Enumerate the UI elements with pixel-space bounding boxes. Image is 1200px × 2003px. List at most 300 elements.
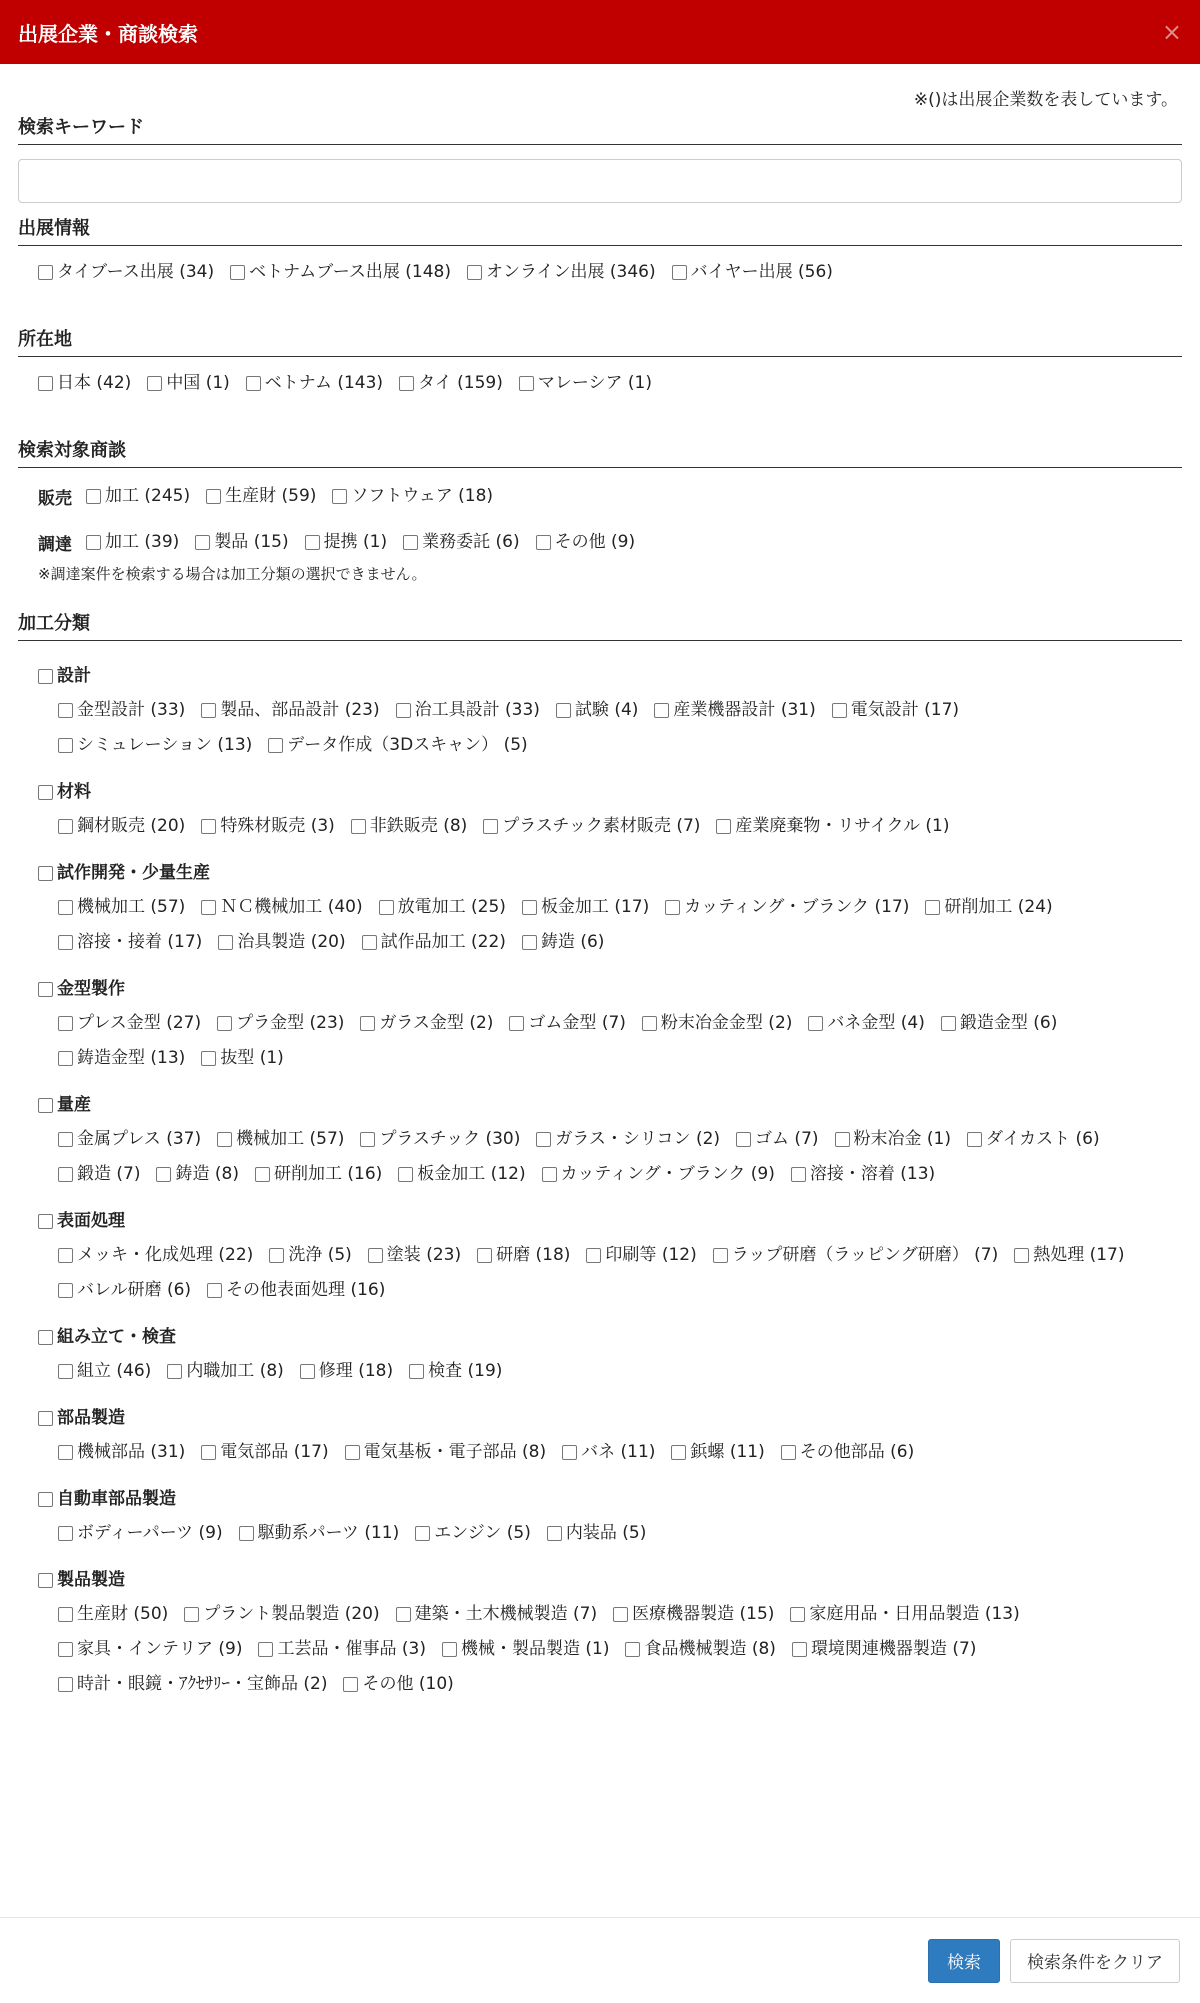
category-name: 組み立て・検査	[57, 1327, 176, 1347]
category-item-label: プレス金型 (27)	[77, 1013, 202, 1033]
sales-option[interactable]: 加工 (245)	[86, 478, 190, 514]
category-item-label: その他表面処理 (16)	[226, 1280, 386, 1300]
category-header[interactable]	[18, 1320, 1182, 1354]
checkbox[interactable]	[201, 1051, 216, 1066]
category-item[interactable]	[255, 1157, 382, 1192]
category-item-label: 食品機械製造 (8)	[644, 1639, 776, 1659]
checkbox[interactable]	[483, 819, 498, 834]
search-button[interactable]: 検索	[928, 1939, 1000, 1983]
checkbox[interactable]	[368, 1248, 383, 1263]
category-header[interactable]	[18, 1401, 1182, 1435]
checkbox[interactable]	[38, 376, 53, 391]
category-item[interactable]	[547, 1516, 646, 1551]
checkbox[interactable]	[147, 376, 162, 391]
category-header[interactable]	[18, 1088, 1182, 1122]
category-items	[18, 1006, 1182, 1076]
checkbox[interactable]	[522, 900, 537, 915]
checkbox[interactable]	[86, 535, 101, 550]
category-item[interactable]	[556, 693, 638, 728]
location-option[interactable]: ベトナム (143)	[246, 365, 383, 401]
checkbox[interactable]	[201, 1445, 216, 1460]
category-item[interactable]	[613, 1597, 774, 1632]
checkbox[interactable]	[536, 1132, 551, 1147]
checkbox[interactable]	[201, 900, 216, 915]
category-item[interactable]	[368, 1238, 461, 1273]
category-header[interactable]	[18, 775, 1182, 809]
category-item[interactable]	[58, 1006, 201, 1041]
category-name: 設計	[57, 666, 91, 686]
category-item-label: 治具製造 (20)	[237, 932, 346, 952]
category-item[interactable]	[201, 809, 334, 844]
checkbox[interactable]	[967, 1132, 982, 1147]
checkbox[interactable]	[255, 1167, 270, 1182]
close-icon[interactable]: ×	[1161, 18, 1182, 46]
checkbox[interactable]	[477, 1248, 492, 1263]
procure-option[interactable]: 加工 (39)	[86, 524, 179, 560]
procure-note: ※調達案件を検索する場合は加工分類の選択できません。	[38, 565, 427, 583]
category-item-label: 研削加工 (24)	[944, 897, 1053, 917]
category-item-label: 電気部品 (17)	[220, 1442, 329, 1462]
checkbox[interactable]	[38, 785, 53, 800]
checkbox[interactable]	[360, 1016, 375, 1031]
checkbox[interactable]	[547, 1526, 562, 1541]
checkbox[interactable]	[665, 900, 680, 915]
category-item[interactable]	[58, 1122, 201, 1157]
category-item-label: 印刷等 (12)	[605, 1245, 697, 1265]
category-item-label: 電気設計 (17)	[850, 700, 960, 720]
category-item-label: 試験 (4)	[574, 700, 639, 720]
category-name: 金型製作	[57, 979, 125, 999]
category-item[interactable]	[58, 728, 252, 763]
category-item-label: 製品、部品設計 (23)	[220, 700, 380, 720]
category-item-label: カッティング・ブランク (9)	[560, 1164, 775, 1184]
checkbox[interactable]	[38, 1573, 53, 1588]
category-item[interactable]	[442, 1632, 609, 1667]
checkbox[interactable]	[58, 1607, 73, 1622]
checkbox[interactable]	[86, 489, 101, 504]
category-item-label: 洗浄 (5)	[288, 1245, 352, 1265]
checkbox[interactable]	[509, 1016, 524, 1031]
category-item[interactable]	[477, 1238, 570, 1273]
category-item-label: 鋼材販売 (20)	[77, 816, 186, 836]
checkbox[interactable]	[654, 703, 669, 718]
category-item[interactable]	[207, 1273, 385, 1308]
category-item[interactable]	[167, 1354, 283, 1389]
checkbox[interactable]	[58, 1677, 73, 1692]
category-item[interactable]	[58, 693, 185, 728]
procure-label: 調達	[38, 534, 72, 555]
checkbox[interactable]	[642, 1016, 657, 1031]
category-item[interactable]	[835, 1122, 951, 1157]
category-item[interactable]	[345, 1435, 546, 1470]
category-item-label: 修理 (18)	[318, 1361, 394, 1381]
category-item[interactable]	[58, 1354, 151, 1389]
checkbox[interactable]	[38, 982, 53, 997]
checkbox[interactable]	[38, 669, 53, 684]
checkbox[interactable]	[351, 819, 366, 834]
checkbox[interactable]	[167, 1364, 182, 1379]
category-item-label: 産業機器設計 (31)	[673, 700, 816, 720]
category-item-label: 時計・眼鏡・ｱｸｾｻﾘｰ・宝飾品 (2)	[77, 1674, 328, 1694]
checkbox[interactable]	[58, 1016, 73, 1031]
category-item-label: 工芸品・催事品 (3)	[277, 1639, 426, 1659]
count-note: ※()は出展企業数を表しています。	[913, 90, 1178, 110]
category-item-label: 研磨 (18)	[496, 1245, 571, 1265]
category-item[interactable]	[58, 1597, 168, 1632]
checkbox[interactable]	[38, 1330, 53, 1345]
category-item[interactable]	[156, 1157, 238, 1192]
category-item[interactable]	[483, 809, 700, 844]
procure-option[interactable]: 業務委託 (6)	[403, 524, 519, 560]
category-group	[18, 659, 1182, 763]
checkbox[interactable]	[246, 376, 261, 391]
category-item[interactable]	[654, 693, 815, 728]
category-item-label: 鋳造金型 (13)	[77, 1048, 186, 1068]
exhibit-section-title: 出展情報	[18, 217, 1182, 246]
category-item-label: 環境関連機器製造 (7)	[810, 1639, 977, 1659]
category-item[interactable]	[832, 693, 959, 728]
checkbox[interactable]	[58, 1364, 73, 1379]
category-item[interactable]	[396, 1597, 597, 1632]
category-item[interactable]	[184, 1597, 379, 1632]
category-group	[18, 1204, 1182, 1308]
target-section-title: 検索対象商談	[18, 439, 1182, 468]
checkbox[interactable]	[925, 900, 940, 915]
checkbox[interactable]	[58, 900, 73, 915]
category-item[interactable]	[536, 1122, 720, 1157]
checkbox[interactable]	[258, 1642, 273, 1657]
checkbox[interactable]	[269, 1248, 284, 1263]
category-header[interactable]	[18, 1204, 1182, 1238]
checkbox[interactable]	[941, 1016, 956, 1031]
checkbox[interactable]	[58, 1283, 73, 1298]
category-item[interactable]	[362, 925, 506, 960]
category-item-label: 熱処理 (17)	[1033, 1245, 1125, 1265]
category-item-label: 機械・製品製造 (1)	[460, 1639, 610, 1659]
sales-row	[18, 478, 1182, 514]
checkbox[interactable]	[409, 1364, 424, 1379]
exhibit-options	[18, 254, 1182, 290]
category-item[interactable]	[781, 1435, 914, 1470]
category-item-label: メッキ・化成処理 (22)	[77, 1245, 254, 1265]
processing-categories	[18, 659, 1182, 1702]
checkbox[interactable]	[58, 1248, 73, 1263]
checkbox[interactable]	[217, 1132, 232, 1147]
category-item-label: 鋲螺 (11)	[690, 1442, 765, 1462]
category-item[interactable]	[736, 1122, 818, 1157]
category-group	[18, 1482, 1182, 1551]
category-item[interactable]	[941, 1006, 1057, 1041]
category-name: 表面処理	[57, 1211, 125, 1231]
checkbox[interactable]	[736, 1132, 751, 1147]
sales-option[interactable]: 生産財 (59)	[206, 478, 316, 514]
category-item[interactable]	[58, 809, 185, 844]
category-item[interactable]	[258, 1632, 425, 1667]
checkbox[interactable]	[713, 1248, 728, 1263]
procure-option[interactable]: 製品 (15)	[195, 524, 288, 560]
checkbox[interactable]	[792, 1642, 807, 1657]
category-group	[18, 1401, 1182, 1470]
checkbox[interactable]	[156, 1167, 171, 1182]
category-item[interactable]	[790, 1597, 1019, 1632]
category-item[interactable]	[201, 1041, 283, 1076]
checkbox[interactable]	[58, 935, 73, 950]
category-item[interactable]	[58, 1157, 140, 1192]
sales-option[interactable]: ソフトウェア (18)	[332, 478, 493, 514]
category-item[interactable]	[58, 1238, 253, 1273]
category-item-label: その他 (10)	[362, 1674, 454, 1694]
checkbox[interactable]	[58, 1132, 73, 1147]
checkbox[interactable]	[536, 535, 551, 550]
category-item-label: ゴム (7)	[755, 1129, 819, 1149]
category-item-label: ボディーパーツ (9)	[77, 1523, 223, 1543]
category-item[interactable]	[360, 1006, 493, 1041]
category-item[interactable]	[396, 693, 540, 728]
location-option[interactable]: 中国 (1)	[147, 365, 229, 401]
checkbox[interactable]	[832, 703, 847, 718]
checkbox[interactable]	[360, 1132, 375, 1147]
category-item-label: データ作成（3Dスキャン） (5)	[287, 735, 528, 755]
procure-option[interactable]: 提携 (1)	[305, 524, 387, 560]
checkbox[interactable]	[38, 265, 53, 280]
checkbox[interactable]	[1014, 1248, 1029, 1263]
category-item[interactable]	[586, 1238, 696, 1273]
checkbox[interactable]	[613, 1607, 628, 1622]
exhibit-option[interactable]: ベトナムブース出展 (148)	[230, 254, 451, 290]
category-item[interactable]	[522, 925, 604, 960]
category-item[interactable]	[217, 1006, 344, 1041]
category-item[interactable]	[967, 1122, 1100, 1157]
checkbox[interactable]	[791, 1167, 806, 1182]
category-items	[18, 1435, 1182, 1470]
checkbox[interactable]	[808, 1016, 823, 1031]
category-item[interactable]	[217, 1122, 344, 1157]
category-item-label: 駆動系パーツ (11)	[257, 1523, 400, 1543]
checkbox[interactable]	[218, 935, 233, 950]
category-item-label: ダイカスト (6)	[986, 1129, 1100, 1149]
category-items	[18, 1597, 1182, 1702]
category-item-label: 鍛造 (7)	[77, 1164, 141, 1184]
category-header[interactable]	[18, 659, 1182, 693]
checkbox[interactable]	[542, 1167, 557, 1182]
checkbox[interactable]	[379, 900, 394, 915]
checkbox[interactable]	[556, 703, 571, 718]
category-item-label: ラップ研磨（ラッピング研磨） (7)	[731, 1245, 999, 1265]
checkbox[interactable]	[58, 1167, 73, 1182]
category-items	[18, 1122, 1182, 1192]
keyword-section-title: 検索キーワード	[18, 116, 1182, 145]
checkbox[interactable]	[345, 1445, 360, 1460]
category-item-label: プラント製品製造 (20)	[203, 1604, 380, 1624]
category-item[interactable]	[58, 1435, 185, 1470]
checkbox[interactable]	[519, 376, 534, 391]
checkbox[interactable]	[230, 265, 245, 280]
checkbox[interactable]	[58, 738, 73, 753]
category-item[interactable]	[300, 1354, 393, 1389]
category-item-label: 溶接・接着 (17)	[77, 932, 203, 952]
checkbox[interactable]	[625, 1642, 640, 1657]
category-item[interactable]	[792, 1632, 976, 1667]
category-item[interactable]	[58, 1273, 191, 1308]
checkbox[interactable]	[305, 535, 320, 550]
category-item[interactable]	[808, 1006, 924, 1041]
checkbox[interactable]	[58, 703, 73, 718]
location-option[interactable]: 日本 (42)	[38, 365, 131, 401]
category-item[interactable]	[409, 1354, 502, 1389]
checkbox[interactable]	[268, 738, 283, 753]
category-items	[18, 693, 1182, 763]
category-item[interactable]	[925, 890, 1052, 925]
checkbox[interactable]	[38, 866, 53, 881]
category-item[interactable]	[58, 1632, 242, 1667]
category-item-label: 家庭用品・日用品製造 (13)	[809, 1604, 1020, 1624]
category-header[interactable]	[18, 972, 1182, 1006]
location-options	[18, 365, 1182, 401]
checkbox[interactable]	[522, 935, 537, 950]
checkbox[interactable]	[38, 1214, 53, 1229]
checkbox[interactable]	[300, 1364, 315, 1379]
checkbox[interactable]	[201, 819, 216, 834]
category-item-label: 生産財 (50)	[77, 1604, 169, 1624]
checkbox[interactable]	[58, 1642, 73, 1657]
category-item[interactable]	[201, 693, 379, 728]
category-item[interactable]	[713, 1238, 998, 1273]
checkbox[interactable]	[195, 535, 210, 550]
checkbox[interactable]	[58, 819, 73, 834]
category-item[interactable]	[58, 890, 185, 925]
category-item-label: 塗装 (23)	[386, 1245, 462, 1265]
category-items	[18, 1238, 1182, 1308]
modal-footer	[0, 1917, 1200, 2003]
category-item[interactable]	[58, 1667, 327, 1702]
checkbox[interactable]	[562, 1445, 577, 1460]
checkbox[interactable]	[672, 265, 687, 280]
category-item[interactable]	[642, 1006, 792, 1041]
category-header[interactable]	[18, 1563, 1182, 1597]
checkbox[interactable]	[58, 1051, 73, 1066]
category-item-label: 機械部品 (31)	[77, 1442, 186, 1462]
category-item-label: 治工具設計 (33)	[414, 700, 540, 720]
exhibit-option[interactable]: タイブース出展 (34)	[38, 254, 214, 290]
category-item[interactable]	[542, 1157, 775, 1192]
category-item[interactable]	[218, 925, 345, 960]
category-item[interactable]	[791, 1157, 935, 1192]
checkbox[interactable]	[38, 1492, 53, 1507]
category-item[interactable]	[201, 1435, 328, 1470]
category-item[interactable]	[379, 890, 506, 925]
checkbox[interactable]	[415, 1526, 430, 1541]
category-item[interactable]	[415, 1516, 531, 1551]
exhibit-option[interactable]: オンライン出展 (346)	[467, 254, 656, 290]
checkbox[interactable]	[332, 489, 347, 504]
clear-button[interactable]: 検索条件をクリア	[1010, 1939, 1180, 1983]
checkbox[interactable]	[586, 1248, 601, 1263]
checkbox[interactable]	[184, 1607, 199, 1622]
checkbox[interactable]	[38, 1098, 53, 1113]
checkbox[interactable]	[398, 1167, 413, 1182]
category-item[interactable]	[665, 890, 909, 925]
category-item[interactable]	[351, 809, 467, 844]
category-items	[18, 809, 1182, 844]
checkbox[interactable]	[343, 1677, 358, 1692]
category-item[interactable]	[562, 1435, 655, 1470]
checkbox[interactable]	[207, 1283, 222, 1298]
category-item-label: ガラス金型 (2)	[379, 1013, 494, 1033]
category-item[interactable]	[268, 728, 527, 763]
checkbox[interactable]	[239, 1526, 254, 1541]
checkbox[interactable]	[835, 1132, 850, 1147]
procure-option[interactable]: その他 (9)	[536, 524, 635, 560]
modal-body	[0, 64, 1200, 1702]
keyword-input[interactable]	[18, 159, 1182, 203]
checkbox[interactable]	[362, 935, 377, 950]
category-items	[18, 890, 1182, 960]
checkbox[interactable]	[716, 819, 731, 834]
category-item[interactable]	[398, 1157, 525, 1192]
exhibit-option[interactable]: バイヤー出展 (56)	[672, 254, 833, 290]
checkbox[interactable]	[38, 1411, 53, 1426]
category-item-label: 内装品 (5)	[565, 1523, 647, 1543]
checkbox[interactable]	[790, 1607, 805, 1622]
category-name: 自動車部品製造	[57, 1489, 176, 1509]
category-item[interactable]	[58, 925, 202, 960]
checkbox[interactable]	[217, 1016, 232, 1031]
category-item[interactable]	[671, 1435, 764, 1470]
category-item-label: 鍛造金型 (6)	[959, 1013, 1058, 1033]
category-item-label: 板金加工 (17)	[540, 897, 650, 917]
category-name: 試作開発・少量生産	[57, 863, 210, 883]
category-header[interactable]	[18, 856, 1182, 890]
location-option[interactable]: タイ (159)	[399, 365, 503, 401]
checkbox[interactable]	[201, 703, 216, 718]
category-item-label: 機械加工 (57)	[77, 897, 186, 917]
checkbox[interactable]	[396, 1607, 411, 1622]
location-option[interactable]: マレーシア (1)	[519, 365, 652, 401]
category-item[interactable]	[58, 1041, 185, 1076]
category-item[interactable]	[239, 1516, 400, 1551]
category-item[interactable]	[343, 1667, 453, 1702]
checkbox[interactable]	[781, 1445, 796, 1460]
checkbox[interactable]	[467, 265, 482, 280]
checkbox[interactable]	[396, 703, 411, 718]
category-item[interactable]	[522, 890, 649, 925]
category-item[interactable]	[269, 1238, 351, 1273]
category-item[interactable]	[58, 1516, 223, 1551]
category-name: 製品製造	[57, 1570, 125, 1590]
category-header[interactable]	[18, 1482, 1182, 1516]
category-item[interactable]	[716, 809, 949, 844]
checkbox[interactable]	[58, 1445, 73, 1460]
category-item-label: 非鉄販売 (8)	[369, 816, 468, 836]
category-item[interactable]	[201, 890, 362, 925]
category-item-label: 鋳造 (8)	[175, 1164, 239, 1184]
checkbox[interactable]	[206, 489, 221, 504]
category-item[interactable]	[625, 1632, 775, 1667]
checkbox[interactable]	[399, 376, 414, 391]
checkbox[interactable]	[671, 1445, 686, 1460]
category-item-label: 金型設計 (33)	[77, 700, 186, 720]
checkbox[interactable]	[442, 1642, 457, 1657]
category-item[interactable]	[360, 1122, 520, 1157]
category-name: 量産	[57, 1095, 91, 1115]
checkbox[interactable]	[58, 1526, 73, 1541]
checkbox[interactable]	[403, 535, 418, 550]
category-item[interactable]	[509, 1006, 625, 1041]
category-item-label: 検査 (19)	[428, 1361, 503, 1381]
modal-title: 出展企業・商談検索	[18, 21, 198, 46]
category-item[interactable]	[1014, 1238, 1124, 1273]
location-section-title: 所在地	[18, 328, 1182, 357]
